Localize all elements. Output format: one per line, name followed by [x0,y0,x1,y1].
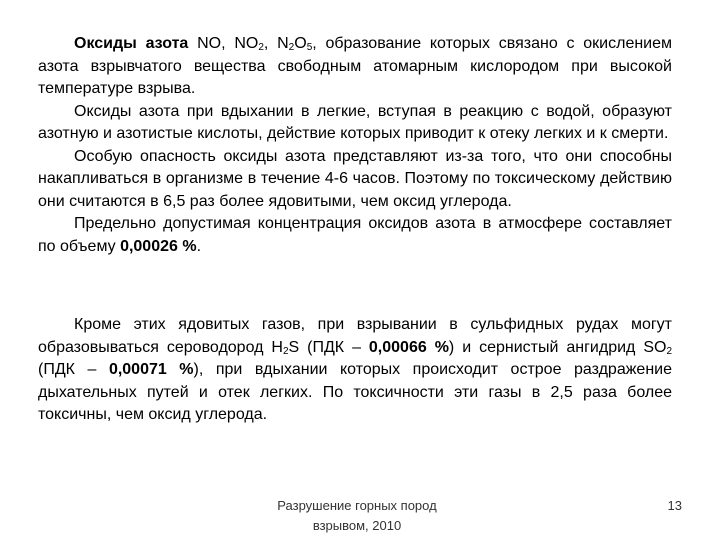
paragraph-text: (ПДК – [38,361,109,378]
text-block-nitrogen-oxides [38,33,672,258]
concentration-value: 0,00026 % [120,237,197,255]
subscript: 2 [288,42,295,53]
paragraph-accumulation-danger: Особую опасность оксиды азота представляют из-за того, что они способны накапливаться в организме в течение 4-6 часов. Поэтому по токсическому действию они считаются в 6,5 раз более ядовитыми, чем оксид углерода. [38,147,672,210]
paragraph-nitrogen-oxides-formation [38,33,672,101]
footer-line-2: взрывом, 2010 [312,518,402,533]
text-block-sulfide-gases [38,314,672,427]
paragraph-end: . [196,237,202,255]
paragraph-inhalation-effect: Оксиды азота при вдыхании в легкие, вступая в реакцию с водой, образуют азотную и азотистые кислоты, действие которых приводит к отеку легких и к смерти. [38,102,672,142]
subscript: 2 [258,42,264,53]
h2s-mac-value: 0,00066 % [368,338,449,356]
formula-no-no2: NO, NO [197,35,259,52]
formula-n2o5-n: , N [263,35,289,52]
paragraph-text: Предельно допустимая концентрация оксидов азота в атмосфере составляет по объему [38,215,672,255]
subscript: 2 [666,345,672,357]
subscript: 5 [306,42,313,53]
paragraph-text: , образование которых связано с окислением азота взрывчатого вещества свободным атомарным кислородом при высокой температуре взрыва. [38,35,673,97]
paragraph-text: ) и сернистый ангидрид SO [448,338,667,356]
so2-mac-value: 0,00071 % [108,361,194,378]
footer-line-1: Разрушение горных пород [277,498,437,513]
footer-caption [252,496,462,536]
paragraph-sulfide-gases [38,314,672,427]
paragraph-text: Кроме этих ядовитых газов, при взрывании в сульфидных рудах могут образовываться сероводород H [38,316,672,356]
page-number: 13 [667,498,682,513]
paragraph-text: ), при вдыхании которых происходит острое раздражение дыхательных путей и отек легких. По токсичности эти газы в 2,5 раза более токсичны, чем оксид углерода. [38,361,672,423]
paragraph-text: S (ПДК – [288,338,369,356]
paragraph-max-concentration [38,213,672,258]
formula-n2o5-o: O [294,35,307,52]
term-nitrogen-oxides: Оксиды азота [74,35,189,52]
subscript: 2 [282,345,289,357]
